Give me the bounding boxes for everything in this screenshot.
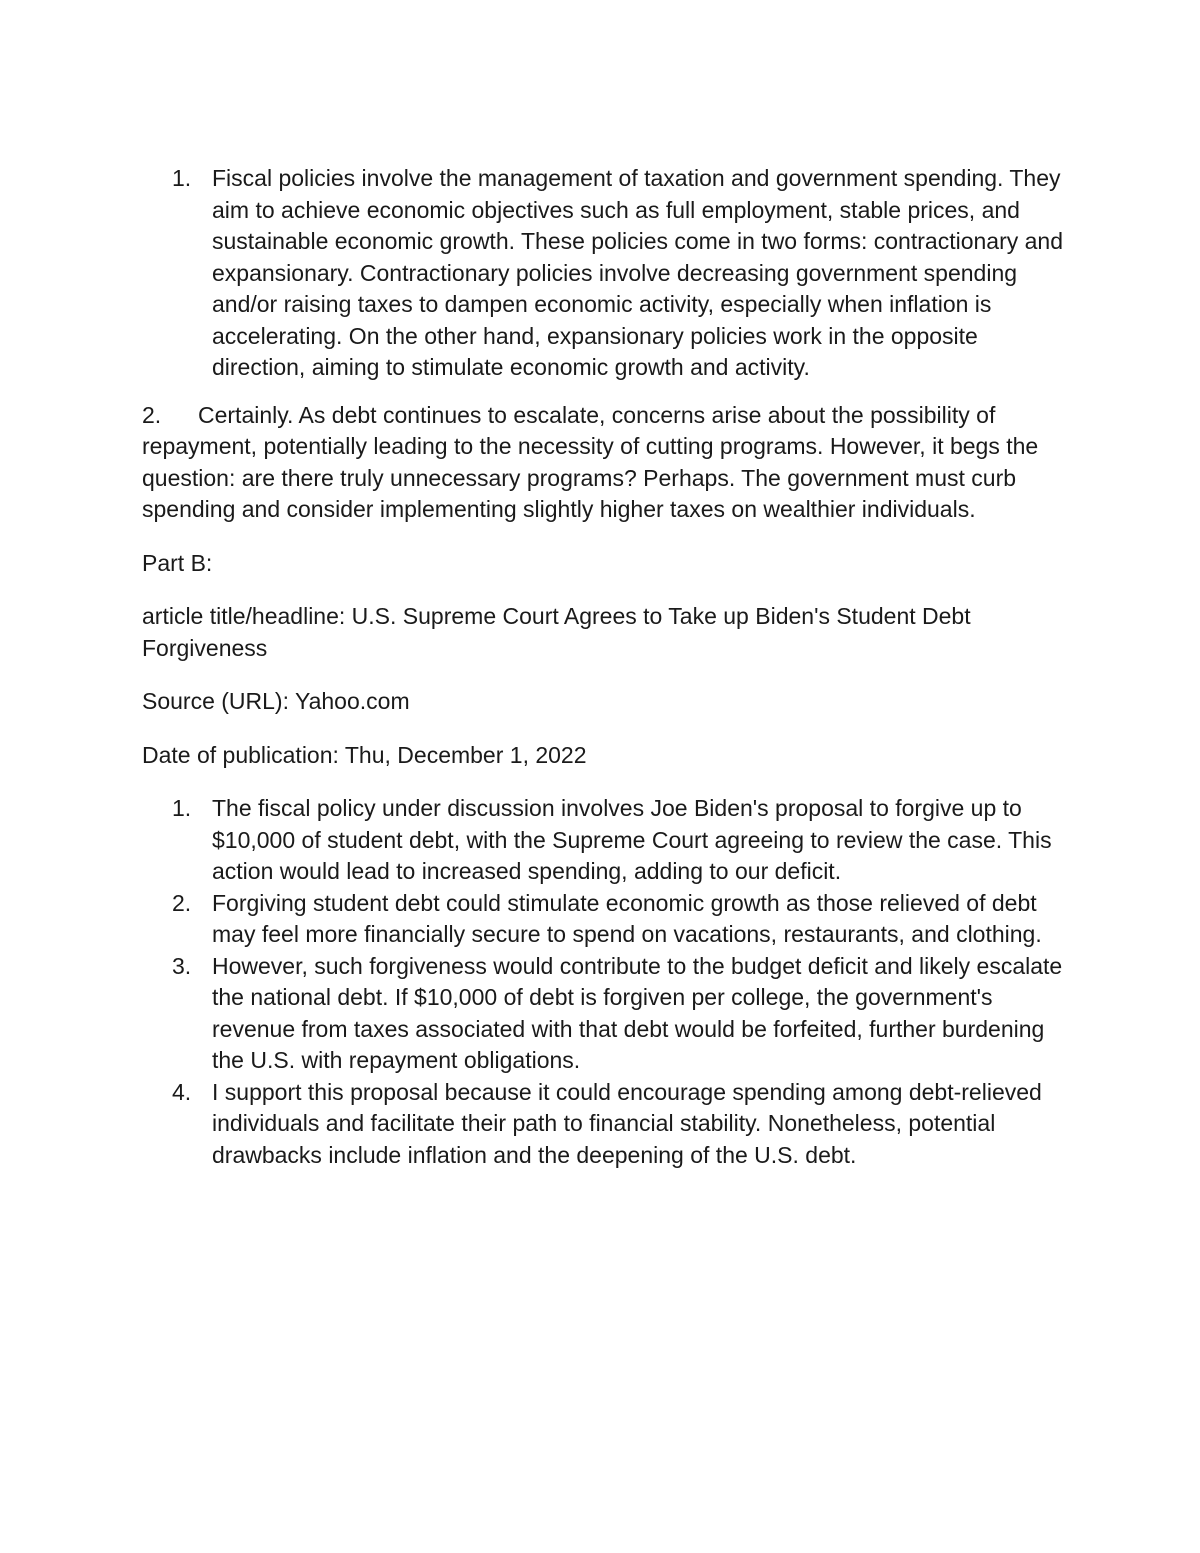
list-item	[142, 951, 1072, 1077]
list-item-number: 3.	[172, 952, 192, 979]
section-a-list	[142, 163, 1072, 384]
paragraph-2-number: 2.	[142, 401, 162, 428]
list-item-number: 4.	[172, 1078, 192, 1105]
paragraph-2	[142, 400, 1072, 526]
list-item-number: 1.	[172, 165, 192, 191]
part-b-list	[142, 793, 1072, 1171]
list-item	[142, 1077, 1072, 1172]
list-item-number: 2.	[172, 889, 192, 916]
list-item	[142, 163, 1072, 384]
list-item-text: I support this proposal because it could encourage spending among debt-relieved individuals and facilitate their path to financial stability. Nonetheless, potential drawbacks include inflation and the deepening of the U.S. debt.	[212, 1078, 1042, 1168]
list-item-number: 1.	[172, 795, 192, 821]
list-item-text: However, such forgiveness would contribute to the budget deficit and likely escalate the national debt. If $10,000 of debt is forgiven per college, the government's revenue from taxes associated with that debt would be forfeited, further burdening the U.S. with repayment obligations.	[212, 952, 1063, 1073]
list-item	[142, 793, 1072, 888]
list-item-text: The fiscal policy under discussion involves Joe Biden's proposal to forgive up to $10,000 of student debt, with the Supreme Court agreeing to review the case. This action would lead to increased spending, adding to our deficit.	[212, 795, 1052, 884]
list-item-text: Forgiving student debt could stimulate economic growth as those relieved of debt may feel more financially secure to spend on vacations, restaurants, and clothing.	[212, 889, 1042, 947]
part-b-heading: Part B:	[142, 549, 213, 576]
list-item-text: Fiscal policies involve the management of taxation and government spending. They aim to achieve economic objectives such as full employment, stable prices, and sustainable economic growth. These policies come in two forms: contractionary and expansionary. Contractionary policies involve decreasing government spending and/or raising taxes to dampen economic activity, especially when inflation is accelerating. On the other hand, expansionary policies work in the opposite direction, aiming to stimulate economic growth and activity.	[212, 165, 1063, 380]
document-page	[142, 163, 1072, 1171]
article-title: article title/headline: U.S. Supreme Court Agrees to Take up Biden's Student Debt Forgiveness	[142, 603, 971, 661]
paragraph-2-text: Certainly. As debt continues to escalate, concerns arise about the possibility of repayment, potentially leading to the necessity of cutting programs. However, it begs the question: are there truly unnecessary programs? Perhaps. The government must curb spending and consider implementing slightly higher taxes on wealthier individuals.	[142, 401, 1039, 522]
article-source: Source (URL): Yahoo.com	[142, 688, 410, 714]
list-item	[142, 888, 1072, 951]
publication-date: Date of publication: Thu, December 1, 2022	[142, 741, 587, 768]
